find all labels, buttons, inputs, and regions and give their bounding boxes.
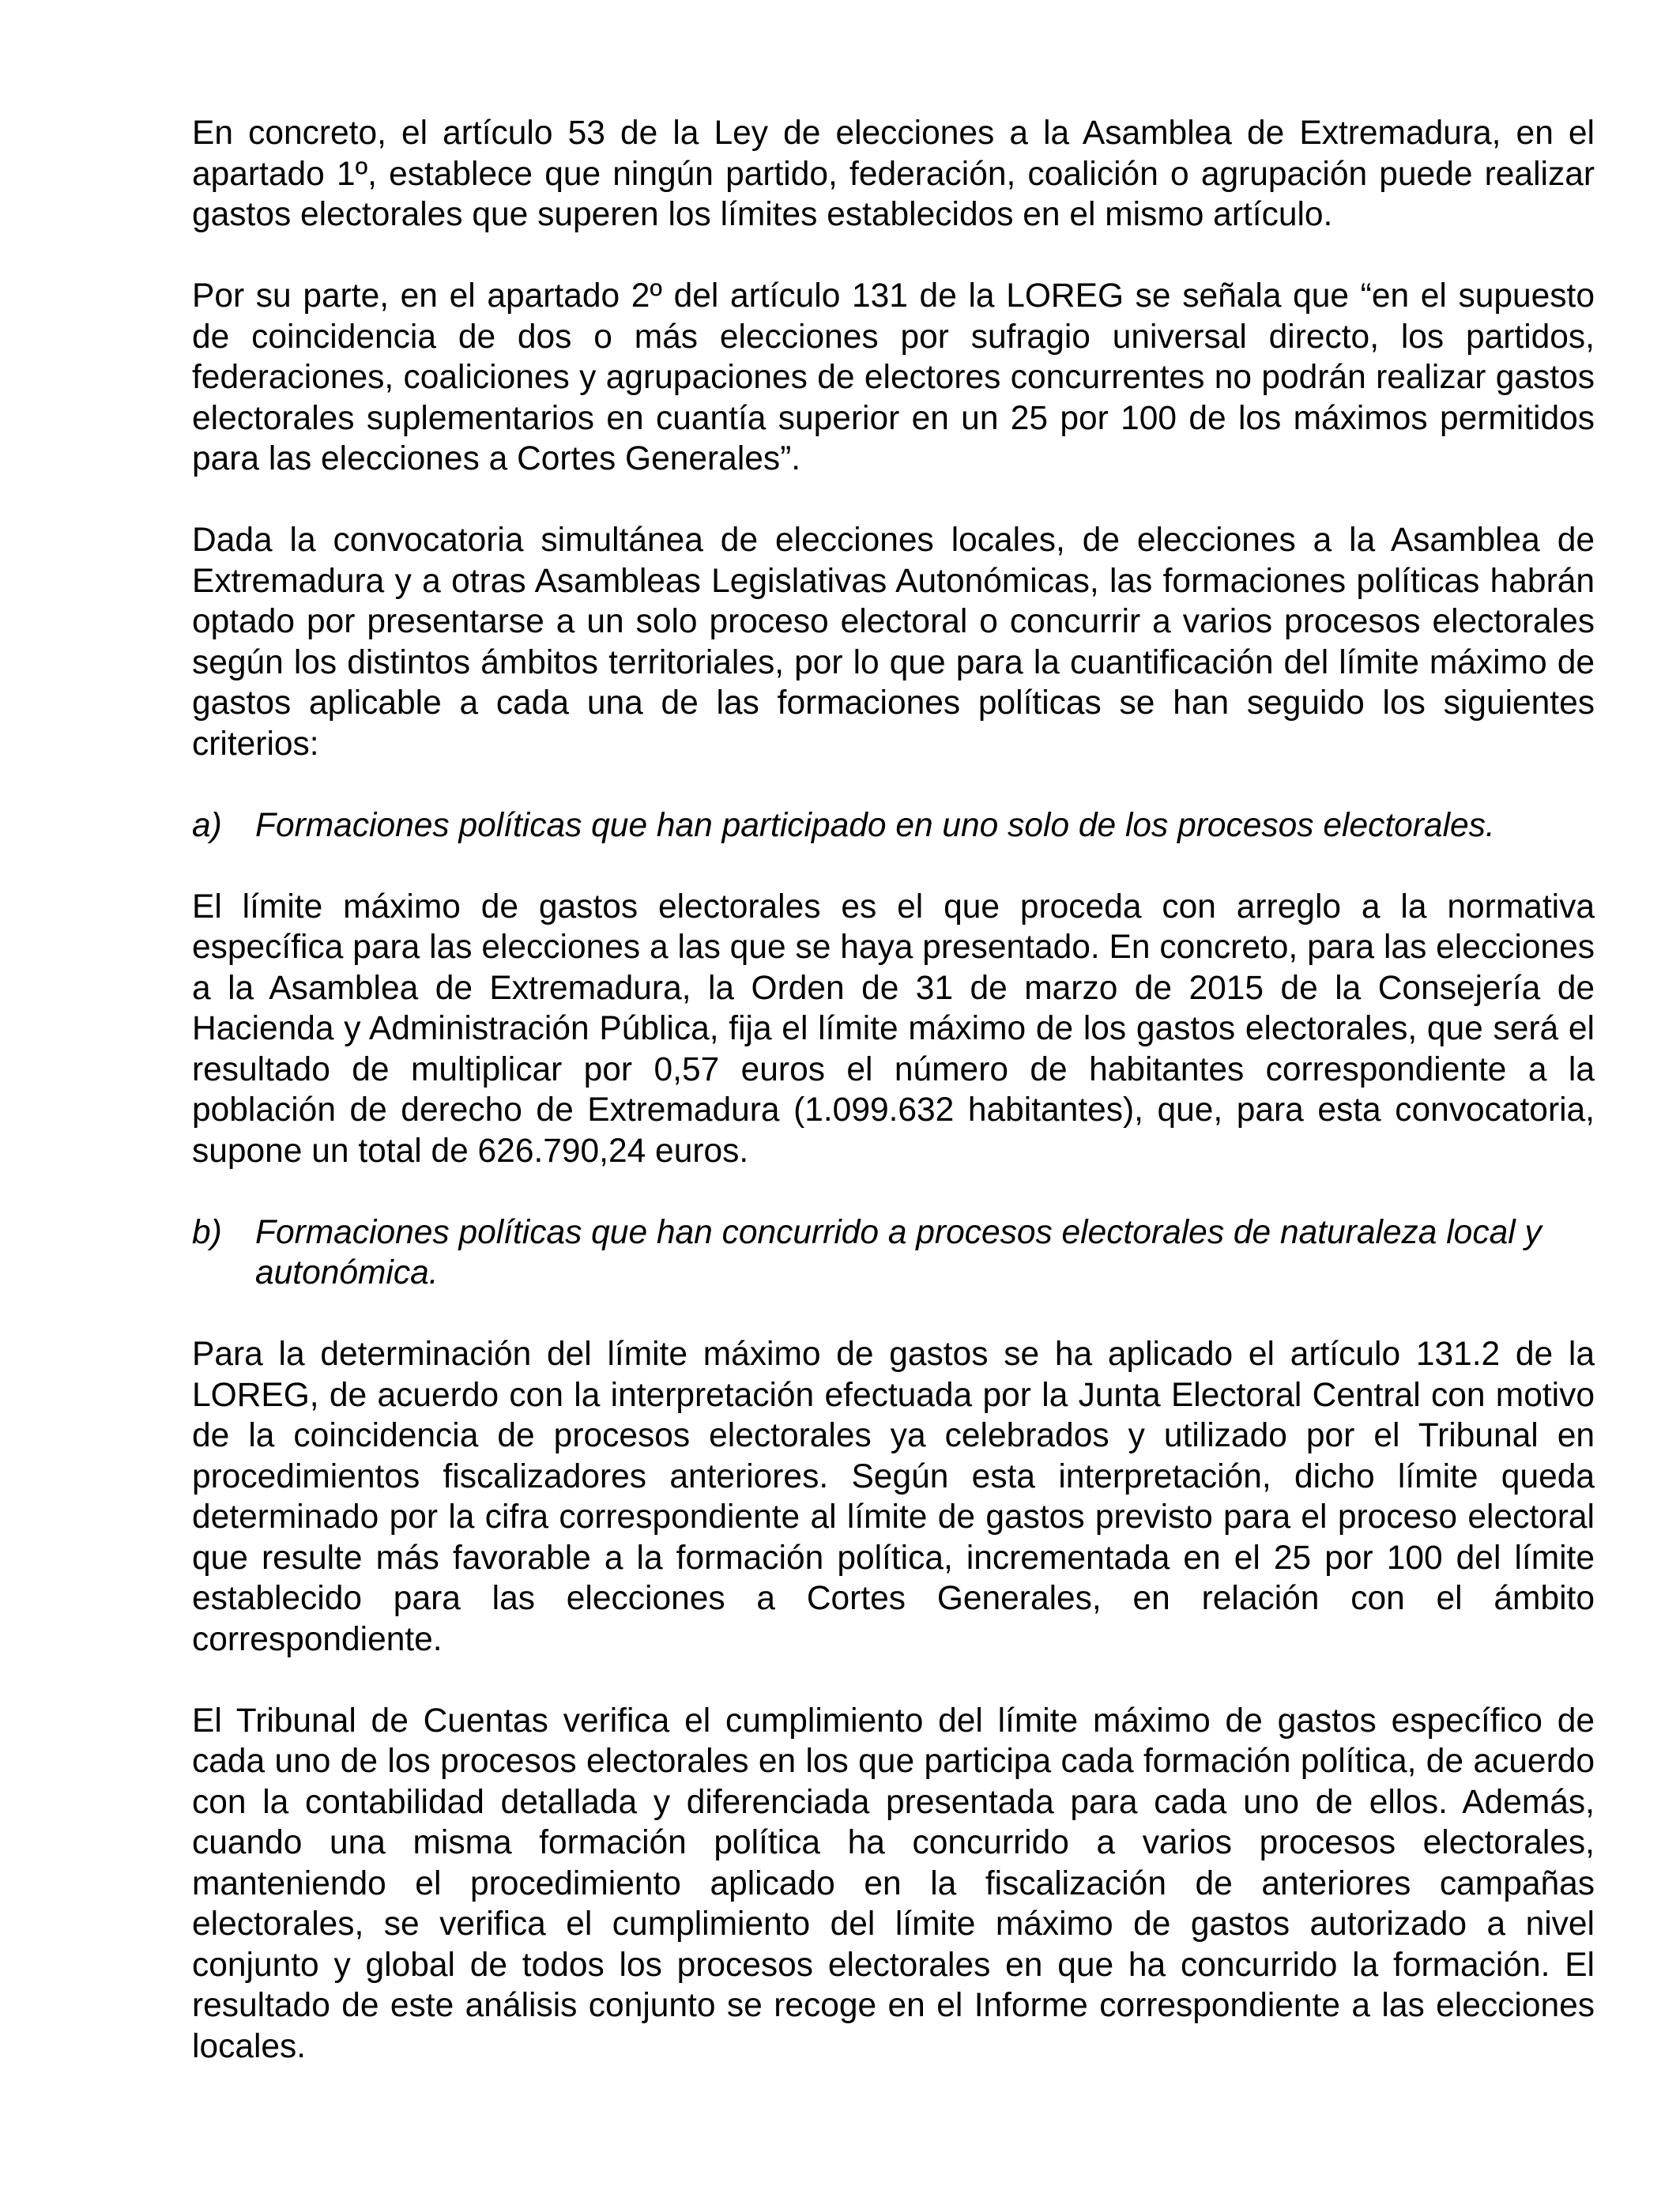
criterion-a-letter: a) bbox=[192, 806, 222, 844]
paragraph-criterion-a: El límite máximo de gastos electorales es el que proceda con arreglo a la normativa específica para las elecciones a las que se haya presentado. En concreto, para las elecciones a la Asamblea de Extremadura, la Orden de 31 de marzo de 2015 de la Consejería de Hacienda y Administración Pública, fija el límite máximo de los gastos electorales, que será el resultado de multiplicar por 0,57 euros el número de habitantes correspondiente a la población de derecho de Extremadura (1.099.632 habitantes), que, para esta convocatoria, supone un total de 626.790,24 euros. bbox=[192, 888, 1595, 1170]
document-body bbox=[192, 113, 1595, 2067]
criterion-b-heading bbox=[192, 1212, 1595, 1294]
paragraph-article-131: Por su parte, en el apartado 2º del artículo 131 de la LOREG se señala que “en el supuesto de coincidencia de dos o más elecciones por sufragio universal directo, los partidos, federaciones, coaliciones y agrupaciones de electores concurrentes no podrán realizar gastos electorales suplementarios en cuantía superior en un 25 por 100 de los máximos permitidos para las elecciones a Cortes Generales”. bbox=[192, 277, 1595, 477]
paragraph-article-53: En concreto, el artículo 53 de la Ley de elecciones a la Asamblea de Extremadura, en el apartado 1º, establece que ningún partido, federación, coalición o agrupación puede realizar gastos electorales que superen los límites establecidos en el mismo artículo. bbox=[192, 115, 1595, 233]
criterion-a-text: Formaciones políticas que han participado en uno solo de los procesos electorales. bbox=[255, 806, 1495, 844]
criterion-b-text: Formaciones políticas que han concurrido a procesos electorales de naturaleza local y autonómica. bbox=[255, 1213, 1542, 1291]
criterion-a-heading bbox=[192, 805, 1595, 846]
paragraph-criteria-intro: Dada la convocatoria simultánea de elecciones locales, de elecciones a la Asamblea de Extremadura y a otras Asambleas Legislativas Autonómicas, las formaciones políticas habrán optado por presentarse a un solo proceso electoral o concurrir a varios procesos electorales según los distintos ámbitos territoriales, por lo que para la cuantificación del límite máximo de gastos aplicable a cada una de las formaciones políticas se han seguido los siguientes criterios: bbox=[192, 522, 1595, 763]
criterion-b-letter: b) bbox=[192, 1213, 222, 1251]
paragraph-criterion-b-loreg: Para la determinación del límite máximo de gastos se ha aplicado el artículo 131.2 de la LOREG, de acuerdo con la interpretación efectuada por la Junta Electoral Central con motivo de la coincidencia de procesos electorales ya celebrados y utilizado por el Tribunal en procedimientos fiscalizadores anteriores. Según esta interpretación, dicho límite queda determinado por la cifra correspondiente al límite de gastos previsto para el proceso electoral que resulte más favorable a la formación política, incrementada en el 25 por 100 del límite establecido para las elecciones a Cortes Generales, en relación con el ámbito correspondiente. bbox=[192, 1336, 1595, 1658]
paragraph-tribunal-verification: El Tribunal de Cuentas verifica el cumplimiento del límite máximo de gastos específico de cada uno de los procesos electorales en los que participa cada formación política, de acuerdo con la contabilidad detallada y diferenciada presentada para cada uno de ellos. Además, cuando una misma formación política ha concurrido a varios procesos electorales, manteniendo el procedimiento aplicado en la fiscalización de anteriores campañas electorales, se verifica el cumplimiento del límite máximo de gastos autorizado a nivel conjunto y global de todos los procesos electorales en que ha concurrido la formación. El resultado de este análisis conjunto se recoge en el Informe correspondiente a las elecciones locales. bbox=[192, 1702, 1595, 2065]
